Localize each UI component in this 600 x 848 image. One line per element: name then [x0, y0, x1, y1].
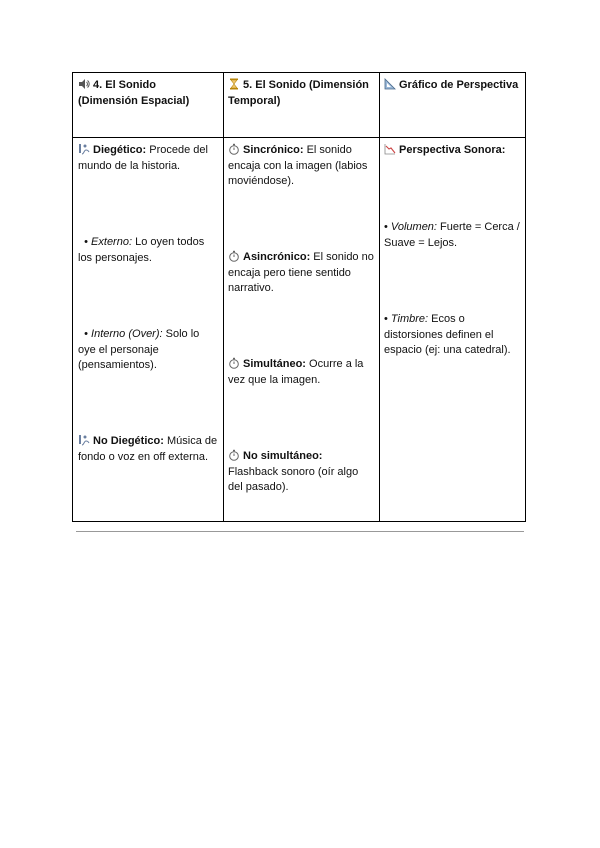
header-divider	[73, 137, 525, 138]
item-text: Ocurre a la vez que la imagen.	[228, 358, 364, 386]
item-interno	[78, 327, 218, 374]
header-perspectiva	[384, 78, 522, 94]
item-text: El sonido no encaja pero tiene sentido narrativo.	[228, 251, 374, 294]
item-text: Fuerte = Cerca / Suave = Lejos.	[384, 221, 520, 249]
stopwatch-icon	[228, 250, 240, 262]
column-divider	[379, 73, 380, 521]
bullet: •	[84, 328, 88, 340]
item-simultaneo	[228, 357, 374, 388]
item-text: El sonido encaja con la imagen (labios moviéndose).	[228, 144, 368, 187]
header-espacial	[78, 78, 218, 109]
header-text: Gráfico de Perspectiva	[399, 79, 519, 91]
item-label: Asincrónico:	[243, 251, 311, 263]
sound-table	[72, 72, 526, 522]
item-label: Perspectiva Sonora:	[399, 144, 506, 156]
item-label: Sincrónico:	[243, 144, 304, 156]
stopwatch-icon	[228, 449, 240, 461]
item-label: Interno (Over):	[91, 328, 163, 340]
stopwatch-icon	[228, 357, 240, 369]
item-label: Externo:	[91, 236, 133, 248]
item-text: Música de fondo o voz en off externa.	[78, 435, 218, 463]
item-label: Volumen:	[390, 221, 437, 233]
item-label: Simultáneo:	[243, 358, 306, 370]
item-text: Lo oyen todos los personajes.	[78, 236, 205, 264]
bullet: •	[384, 221, 388, 233]
music-note-icon	[78, 434, 90, 446]
item-text: Flashback sonoro (oír algo del pasado).	[228, 465, 359, 493]
item-text: Ecos o distorsiones definen el espacio (ej: una catedral).	[384, 313, 511, 356]
music-note-icon	[78, 143, 90, 155]
hourglass-icon	[228, 78, 240, 90]
item-asincronico	[228, 250, 374, 297]
item-perspectiva-sonora	[384, 143, 524, 159]
chart-down-icon	[384, 143, 396, 155]
item-label: No simultáneo:	[243, 450, 323, 462]
item-externo	[78, 235, 218, 266]
item-timbre	[384, 312, 524, 359]
speaker-icon	[78, 78, 90, 90]
header-text: 4. El Sonido (Dimensión Espacial)	[78, 79, 190, 107]
header-temporal	[228, 78, 376, 109]
triangle-ruler-icon	[384, 78, 396, 90]
header-text: 5. El Sonido (Dimensión Temporal)	[228, 79, 369, 107]
item-text: Procede del mundo de la historia.	[78, 144, 208, 172]
bullet: •	[84, 236, 88, 248]
item-label: No Diegético:	[93, 435, 164, 447]
horizontal-rule	[76, 531, 524, 532]
item-label: Diegético:	[93, 144, 147, 156]
stopwatch-icon	[228, 143, 240, 155]
item-text: Solo lo oye el personaje (pensamientos).	[78, 328, 200, 371]
bullet: •	[384, 313, 388, 325]
item-sincronico	[228, 143, 374, 190]
item-no-simultaneo	[228, 449, 374, 496]
item-label: Timbre:	[390, 313, 429, 325]
item-volumen	[384, 220, 524, 251]
item-no-diegetico	[78, 434, 218, 465]
item-diegetico	[78, 143, 218, 174]
column-divider	[223, 73, 224, 521]
